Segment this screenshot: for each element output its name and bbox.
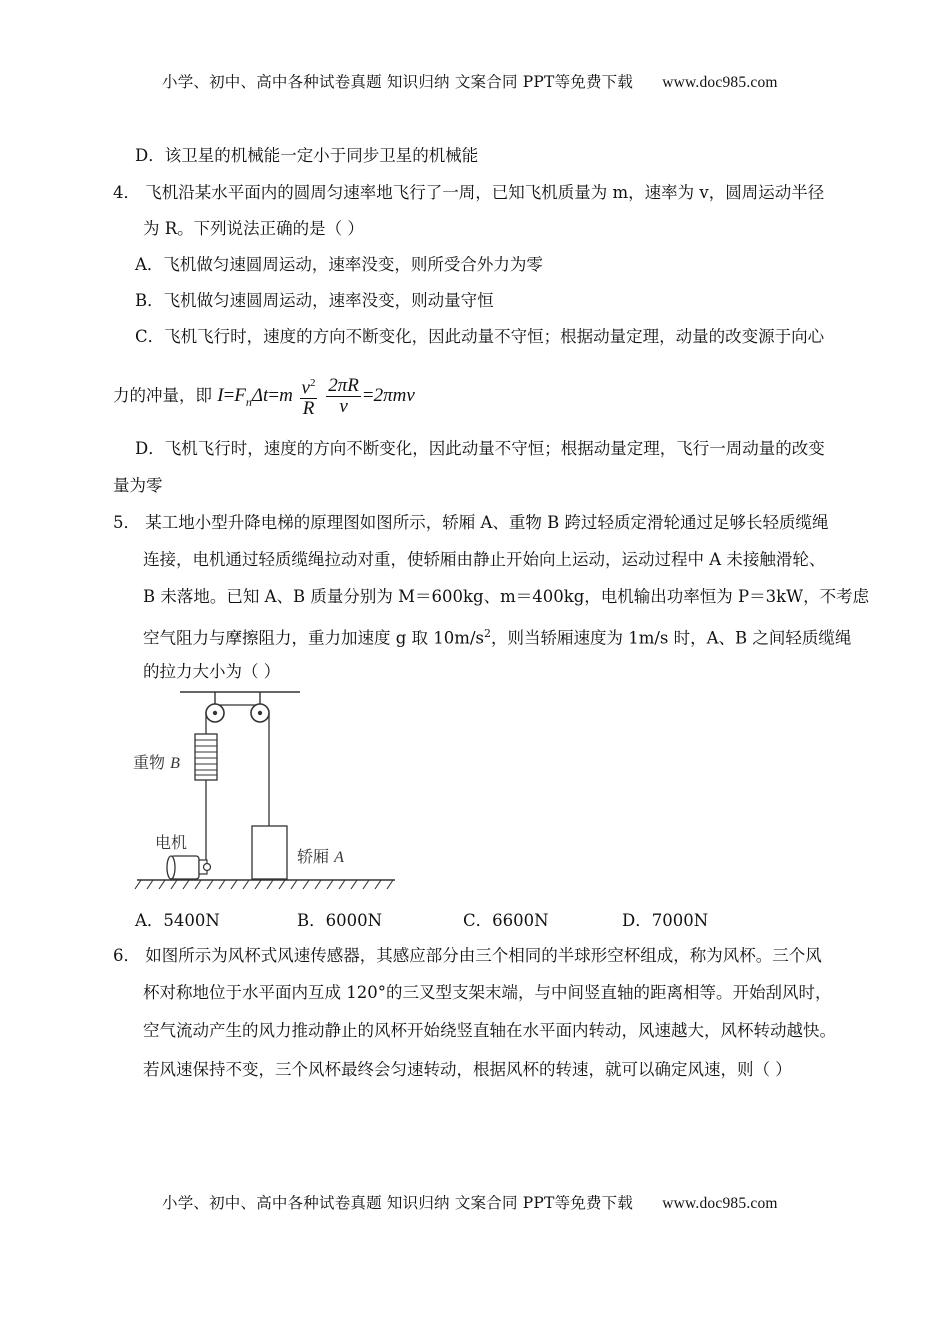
q6-stem-line2: 杯对称地位于水平面内互成 120°的三叉型支架末端，与中间竖直轴的距离相等。开始刮风时， bbox=[143, 983, 832, 1002]
formula-n: n bbox=[245, 394, 252, 409]
formula-r: R bbox=[302, 398, 315, 420]
car-a bbox=[252, 826, 287, 879]
fraction-2pir-over-v bbox=[326, 376, 361, 417]
q4-option-c-prefix: 力的冲量，即 bbox=[113, 386, 212, 406]
car-a-label: 轿厢 A bbox=[297, 847, 344, 866]
motor bbox=[167, 856, 211, 879]
footer-text: 小学、初中、高中各种试卷真题 知识归纳 文案合同 PPT等免费下载 bbox=[162, 1194, 634, 1212]
fraction-v2-over-r bbox=[300, 373, 318, 419]
impulse-formula bbox=[217, 374, 415, 420]
formula-v-denom: v bbox=[339, 395, 348, 417]
q5-option-b: B．6000N bbox=[297, 911, 383, 930]
elevator-diagram bbox=[125, 686, 415, 894]
q5-stem-line5: 的拉力大小为（ ） bbox=[143, 662, 281, 681]
footer-url: www.doc985.com bbox=[662, 1195, 778, 1212]
formula-dt: Δt bbox=[251, 384, 269, 406]
page-header bbox=[162, 70, 778, 92]
q4-option-c-line1: C．飞机飞行时，速度的方向不断变化，因此动量不守恒；根据动量定理，动量的改变源于向心 bbox=[135, 327, 825, 346]
formula-v: v bbox=[301, 377, 310, 399]
q4-option-d-line2: 量为零 bbox=[113, 476, 163, 495]
q5-line4-text-a: 空气阻力与摩擦阻力，重力加速度 g 取 10m/s bbox=[143, 628, 484, 648]
q4-stem-line1: 4． 飞机沿某水平面内的圆周匀速率地飞行了一周，已知飞机质量为 m，速率为 v，圆周运动半径 bbox=[113, 183, 825, 202]
q5-option-d: D．7000N bbox=[622, 911, 709, 930]
q6-stem-line1: 6． 如图所示为风杯式风速传感器，其感应部分由三个相同的半球形空杯组成，称为风杯。三个风 bbox=[113, 946, 822, 965]
right-pulley bbox=[251, 704, 269, 722]
header-url: www.doc985.com bbox=[662, 74, 778, 91]
q4-option-c-line2 bbox=[113, 373, 415, 419]
formula-i: I bbox=[217, 384, 224, 406]
q5-stem-line1: 5． 某工地小型升降电梯的原理图如图所示，轿厢 A、重物 B 跨过轻质定滑轮通过足够长轻质缆绳 bbox=[113, 513, 829, 532]
q5-line4-text-b: ，则当轿厢速度为 1m/s 时，A、B 之间轻质缆绳 bbox=[490, 628, 852, 648]
q4-stem-line2: 为 R。下列说法正确的是（ ） bbox=[143, 219, 364, 238]
formula-f: F bbox=[234, 384, 246, 406]
q4-option-b: B．飞机做匀速圆周运动，速率没变，则动量守恒 bbox=[135, 291, 494, 310]
motor-label: 电机 bbox=[155, 833, 188, 852]
ground bbox=[135, 880, 395, 889]
q5-stem-line2: 连接，电机通过轻质缆绳拉动对重，使轿厢由静止开始向上运动，运动过程中 A 未接触滑轮、 bbox=[143, 550, 826, 569]
q4-option-a: A．飞机做匀速圆周运动，速率没变，则所受合外力为零 bbox=[135, 255, 543, 274]
q3-option-d: D．该卫星的机械能一定小于同步卫星的机械能 bbox=[135, 146, 479, 165]
q4-option-d-line1: D．飞机飞行时，速度的方向不断变化，因此动量不守恒；根据动量定理，飞行一周动量的改变 bbox=[135, 439, 825, 458]
formula-rhs: 2πmv bbox=[373, 384, 415, 406]
header-text: 小学、初中、高中各种试卷真题 知识归纳 文案合同 PPT等免费下载 bbox=[162, 73, 634, 91]
weight-b-label: 重物 B bbox=[133, 753, 180, 772]
formula-eq3: = bbox=[362, 384, 374, 406]
formula-square: 2 bbox=[309, 377, 316, 389]
q5-option-c: C．6600N bbox=[463, 911, 549, 930]
q5-line4-sup: 2 bbox=[483, 627, 491, 640]
weight-b bbox=[195, 734, 217, 780]
q5-stem-line3: B 未落地。已知 A、B 质量分别为 M＝600kg、m＝400kg，电机输出功率恒为 P＝3kW，不考虑 bbox=[143, 587, 870, 606]
q6-stem-line3: 空气流动产生的风力推动静止的风杯开始绕竖直轴在水平面内转动，风速越大，风杯转动越快。 bbox=[143, 1021, 836, 1040]
q5-option-a: A．5400N bbox=[135, 911, 220, 930]
formula-eq2: = bbox=[268, 384, 280, 406]
left-pulley bbox=[206, 704, 224, 722]
formula-eq1: = bbox=[223, 384, 235, 406]
formula-m: m bbox=[279, 384, 293, 406]
page-footer bbox=[162, 1191, 778, 1213]
q5-stem-line4 bbox=[143, 624, 851, 649]
formula-2pir: 2πR bbox=[328, 374, 359, 396]
q6-stem-line4: 若风速保持不变，三个风杯最终会匀速转动，根据风杯的转速，就可以确定风速，则（ ） bbox=[143, 1060, 792, 1079]
